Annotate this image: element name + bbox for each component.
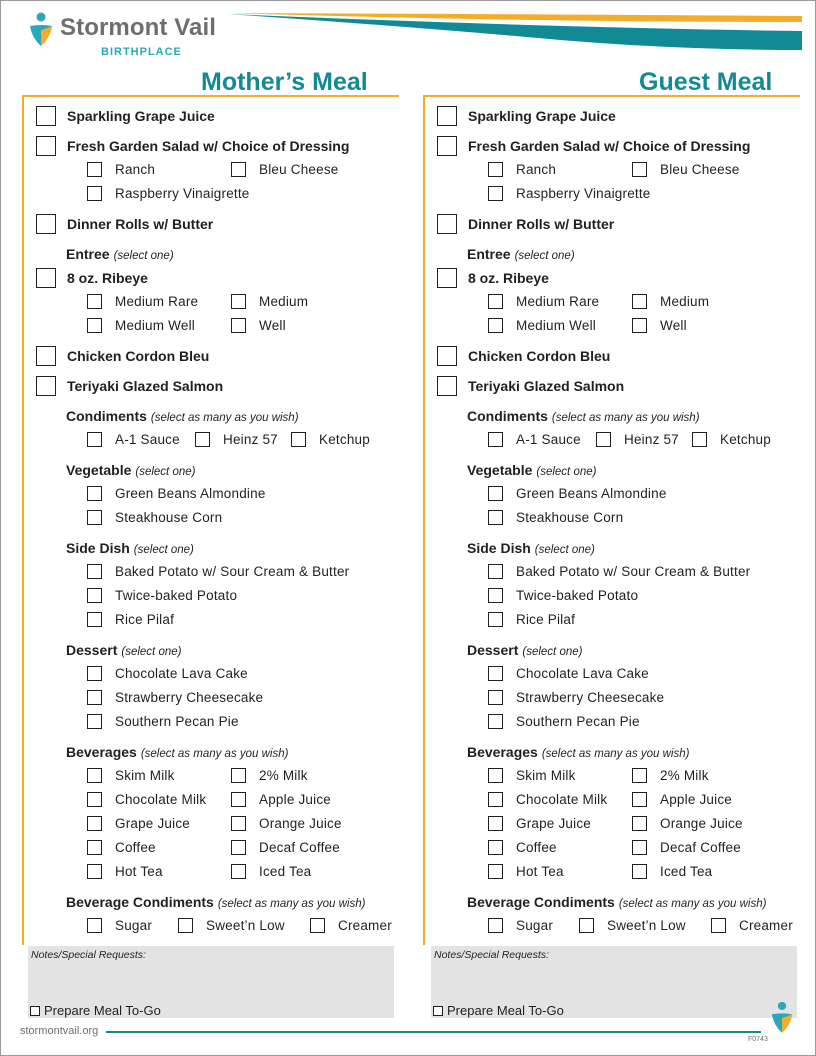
- checkbox[interactable]: [87, 186, 102, 201]
- medium-rare-option[interactable]: [488, 294, 599, 309]
- option-label: Chocolate Milk: [516, 792, 608, 807]
- garden-salad-option[interactable]: [437, 136, 750, 156]
- checkbox[interactable]: [488, 792, 503, 807]
- vegetable-heading: Vegetable (select one): [467, 462, 597, 478]
- option-label: Skim Milk: [115, 768, 175, 783]
- medium-rare-option[interactable]: [87, 294, 198, 309]
- creamer-option[interactable]: [711, 918, 793, 933]
- iced-tea-option[interactable]: [231, 864, 311, 879]
- checkbox[interactable]: [291, 432, 306, 447]
- checkbox[interactable]: [231, 294, 246, 309]
- checkbox[interactable]: [488, 666, 503, 681]
- checkbox[interactable]: [87, 666, 102, 681]
- heinz-57-option[interactable]: [596, 432, 679, 447]
- option-label: Prepare Meal To-Go: [44, 1003, 161, 1018]
- footer-logo-icon: [770, 1000, 794, 1036]
- checkbox[interactable]: [437, 346, 457, 366]
- option-label: Hot Tea: [516, 864, 564, 879]
- option-label: 2% Milk: [660, 768, 709, 783]
- checkbox[interactable]: [87, 294, 102, 309]
- sugar-option[interactable]: [488, 918, 553, 933]
- option-label: Heinz 57: [624, 432, 679, 447]
- raspberry-vinaigrette-option[interactable]: [87, 186, 250, 201]
- grape-juice-option[interactable]: [488, 816, 591, 831]
- option-label: Sparkling Grape Juice: [67, 108, 215, 124]
- option-label: Rice Pilaf: [516, 612, 576, 627]
- checkbox[interactable]: [488, 918, 503, 933]
- beverage-condiments-heading: Beverage Condiments (select as many as you wish): [467, 894, 767, 910]
- coffee-option[interactable]: [87, 840, 156, 855]
- lava-cake-option[interactable]: [87, 666, 248, 681]
- option-label: Fresh Garden Salad w/ Choice of Dressing: [67, 138, 350, 154]
- bleu-cheese-option[interactable]: [632, 162, 740, 177]
- condiments-heading: Condiments (select as many as you wish): [467, 408, 700, 424]
- beverage-condiments-heading: Beverage Condiments (select as many as you wish): [66, 894, 366, 910]
- option-label: Decaf Coffee: [660, 840, 741, 855]
- checkbox[interactable]: [488, 318, 503, 333]
- twice-baked-potato-option[interactable]: [87, 588, 237, 603]
- checkbox[interactable]: [632, 864, 647, 879]
- orange-juice-option[interactable]: [231, 816, 342, 831]
- checkbox[interactable]: [437, 268, 457, 288]
- checkbox[interactable]: [87, 840, 102, 855]
- notes-label: Notes/Special Requests:: [434, 949, 549, 961]
- option-label: Grape Juice: [115, 816, 190, 831]
- dinner-rolls-option[interactable]: [437, 214, 614, 234]
- form-number: F0743: [748, 1036, 768, 1043]
- checkbox[interactable]: [488, 162, 503, 177]
- option-label: Medium Well: [115, 318, 195, 333]
- sweetnlow-option[interactable]: [178, 918, 285, 933]
- checkbox[interactable]: [488, 186, 503, 201]
- option-label: Baked Potato w/ Sour Cream & Butter: [516, 564, 751, 579]
- checkbox[interactable]: [87, 318, 102, 333]
- checkbox[interactable]: [36, 346, 56, 366]
- checkbox[interactable]: [632, 792, 647, 807]
- a1-sauce-option[interactable]: [488, 432, 581, 447]
- checkbox[interactable]: [437, 376, 457, 396]
- steakhouse-corn-option[interactable]: [87, 510, 222, 525]
- checkbox[interactable]: [87, 864, 102, 879]
- grape-juice-option[interactable]: [87, 816, 190, 831]
- checkbox[interactable]: [579, 918, 594, 933]
- checkbox[interactable]: [488, 564, 503, 579]
- checkbox[interactable]: [437, 214, 457, 234]
- bleu-cheese-option[interactable]: [231, 162, 339, 177]
- option-label: Well: [259, 318, 286, 333]
- checkbox[interactable]: [87, 816, 102, 831]
- sparkling-grape-juice-option[interactable]: [36, 106, 215, 126]
- option-label: Decaf Coffee: [259, 840, 340, 855]
- ketchup-option[interactable]: [291, 432, 370, 447]
- option-label: Chocolate Lava Cake: [516, 666, 649, 681]
- checkbox[interactable]: [488, 612, 503, 627]
- brand-name: Stormont Vail: [60, 14, 216, 41]
- option-label: Medium Well: [516, 318, 596, 333]
- option-label: Coffee: [115, 840, 156, 855]
- checkbox[interactable]: [632, 318, 647, 333]
- checkbox[interactable]: [488, 714, 503, 729]
- coffee-option[interactable]: [488, 840, 557, 855]
- checkbox[interactable]: [437, 106, 457, 126]
- checkbox[interactable]: [488, 864, 503, 879]
- option-label: Rice Pilaf: [115, 612, 175, 627]
- chocolate-milk-option[interactable]: [87, 792, 206, 807]
- teriyaki-salmon-option[interactable]: [437, 376, 624, 396]
- checkbox[interactable]: [488, 840, 503, 855]
- checkbox[interactable]: [36, 214, 56, 234]
- ketchup-option[interactable]: [692, 432, 771, 447]
- option-label: Creamer: [338, 918, 392, 933]
- option-label: Green Beans Almondine: [115, 486, 266, 501]
- option-label: Grape Juice: [516, 816, 591, 831]
- twice-baked-potato-option[interactable]: [488, 588, 638, 603]
- apple-juice-option[interactable]: [231, 792, 331, 807]
- option-label: 8 oz. Ribeye: [468, 270, 549, 286]
- ranch-option[interactable]: [488, 162, 556, 177]
- checkbox[interactable]: [488, 510, 503, 525]
- option-label: Strawberry Cheesecake: [516, 690, 665, 705]
- green-beans-option[interactable]: [488, 486, 667, 501]
- beverages-heading: Beverages (select as many as you wish): [66, 744, 289, 760]
- option-label: Ketchup: [720, 432, 771, 447]
- chicken-cordon-bleu-option[interactable]: [437, 346, 610, 366]
- option-label: Sugar: [115, 918, 153, 933]
- chicken-cordon-bleu-option[interactable]: [36, 346, 209, 366]
- option-label: Twice-baked Potato: [516, 588, 639, 603]
- dinner-rolls-option[interactable]: [36, 214, 213, 234]
- option-label: Sweet’n Low: [607, 918, 686, 933]
- checkbox[interactable]: [195, 432, 210, 447]
- ribeye-option[interactable]: [437, 268, 549, 288]
- creamer-option[interactable]: [310, 918, 392, 933]
- checkbox[interactable]: [310, 918, 325, 933]
- checkbox[interactable]: [692, 432, 707, 447]
- option-label: Apple Juice: [259, 792, 331, 807]
- medium-well-option[interactable]: [488, 318, 596, 333]
- side-dish-heading: Side Dish (select one): [467, 540, 595, 556]
- lava-cake-option[interactable]: [488, 666, 649, 681]
- skim-milk-option[interactable]: [488, 768, 576, 783]
- checkbox[interactable]: [433, 1006, 443, 1016]
- two-percent-milk-option[interactable]: [632, 768, 709, 783]
- checkbox[interactable]: [231, 792, 246, 807]
- checkbox[interactable]: [87, 432, 102, 447]
- checkbox[interactable]: [711, 918, 726, 933]
- condiments-heading: Condiments (select as many as you wish): [66, 408, 299, 424]
- checkbox[interactable]: [437, 136, 457, 156]
- beverages-heading: Beverages (select as many as you wish): [467, 744, 690, 760]
- checkbox[interactable]: [488, 816, 503, 831]
- ranch-option[interactable]: [87, 162, 155, 177]
- checkbox[interactable]: [36, 106, 56, 126]
- checkbox[interactable]: [87, 510, 102, 525]
- option-label: Ketchup: [319, 432, 370, 447]
- checkbox[interactable]: [87, 768, 102, 783]
- notes-label: Notes/Special Requests:: [31, 949, 146, 961]
- checkbox[interactable]: [87, 792, 102, 807]
- option-label: Medium Rare: [115, 294, 199, 309]
- rice-pilaf-option[interactable]: [488, 612, 575, 627]
- option-label: Southern Pecan Pie: [115, 714, 239, 729]
- option-label: Chicken Cordon Bleu: [67, 348, 210, 364]
- option-label: A-1 Sauce: [516, 432, 581, 447]
- strawberry-cheesecake-option[interactable]: [488, 690, 664, 705]
- checkbox[interactable]: [488, 432, 503, 447]
- well-option[interactable]: [632, 318, 687, 333]
- teriyaki-salmon-option[interactable]: [36, 376, 223, 396]
- checkbox[interactable]: [231, 162, 246, 177]
- checkbox[interactable]: [87, 162, 102, 177]
- notes-area[interactable]: [28, 946, 394, 1018]
- raspberry-vinaigrette-option[interactable]: [488, 186, 651, 201]
- strawberry-cheesecake-option[interactable]: [87, 690, 263, 705]
- option-label: Apple Juice: [660, 792, 732, 807]
- option-label: Bleu Cheese: [660, 162, 740, 177]
- option-label: Southern Pecan Pie: [516, 714, 640, 729]
- footer-divider: [106, 1031, 761, 1033]
- option-label: Baked Potato w/ Sour Cream & Butter: [115, 564, 350, 579]
- sugar-option[interactable]: [87, 918, 152, 933]
- option-label: Ranch: [115, 162, 156, 177]
- dessert-heading: Dessert (select one): [467, 642, 583, 658]
- checkbox[interactable]: [36, 376, 56, 396]
- orange-juice-option[interactable]: [632, 816, 743, 831]
- footer-url: stormontvail.org: [20, 1025, 99, 1037]
- option-label: Prepare Meal To-Go: [447, 1003, 564, 1018]
- option-label: Green Beans Almondine: [516, 486, 667, 501]
- checkbox[interactable]: [231, 864, 246, 879]
- checkbox[interactable]: [231, 318, 246, 333]
- option-label: Ranch: [516, 162, 557, 177]
- pecan-pie-option[interactable]: [87, 714, 239, 729]
- option-label: Chicken Cordon Bleu: [468, 348, 611, 364]
- option-label: 2% Milk: [259, 768, 308, 783]
- option-label: Sparkling Grape Juice: [468, 108, 616, 124]
- hot-tea-option[interactable]: [488, 864, 564, 879]
- medium-well-option[interactable]: [87, 318, 195, 333]
- dessert-heading: Dessert (select one): [66, 642, 182, 658]
- option-label: Dinner Rolls w/ Butter: [468, 216, 615, 232]
- option-label: Chocolate Lava Cake: [115, 666, 248, 681]
- medium-option[interactable]: [632, 294, 709, 309]
- two-percent-milk-option[interactable]: [231, 768, 308, 783]
- option-label: A-1 Sauce: [115, 432, 180, 447]
- option-label: Medium Rare: [516, 294, 600, 309]
- option-label: Sweet’n Low: [206, 918, 285, 933]
- checkbox[interactable]: [30, 1006, 40, 1016]
- checkbox[interactable]: [87, 486, 102, 501]
- brand-subtitle: BIRTHPLACE: [101, 46, 182, 58]
- option-label: Iced Tea: [660, 864, 713, 879]
- notes-area[interactable]: [431, 946, 797, 1018]
- checkbox[interactable]: [488, 294, 503, 309]
- option-label: Teriyaki Glazed Salmon: [468, 378, 625, 394]
- option-label: Chocolate Milk: [115, 792, 207, 807]
- side-dish-heading: Side Dish (select one): [66, 540, 194, 556]
- pecan-pie-option[interactable]: [488, 714, 640, 729]
- ribeye-option[interactable]: [36, 268, 148, 288]
- iced-tea-option[interactable]: [632, 864, 712, 879]
- checkbox[interactable]: [87, 918, 102, 933]
- checkbox[interactable]: [488, 768, 503, 783]
- option-label: Steakhouse Corn: [115, 510, 223, 525]
- rice-pilaf-option[interactable]: [87, 612, 174, 627]
- option-label: Medium: [660, 294, 710, 309]
- option-label: Creamer: [739, 918, 793, 933]
- option-label: Strawberry Cheesecake: [115, 690, 264, 705]
- option-label: Orange Juice: [259, 816, 342, 831]
- checkbox[interactable]: [178, 918, 193, 933]
- steakhouse-corn-option[interactable]: [488, 510, 623, 525]
- checkbox[interactable]: [87, 690, 102, 705]
- option-label: Twice-baked Potato: [115, 588, 238, 603]
- checkbox[interactable]: [632, 816, 647, 831]
- sparkling-grape-juice-option[interactable]: [437, 106, 616, 126]
- checkbox[interactable]: [231, 816, 246, 831]
- checkbox[interactable]: [488, 690, 503, 705]
- option-label: Hot Tea: [115, 864, 163, 879]
- option-label: Teriyaki Glazed Salmon: [67, 378, 224, 394]
- checkbox[interactable]: [488, 588, 503, 603]
- checkbox[interactable]: [632, 162, 647, 177]
- checkbox[interactable]: [488, 486, 503, 501]
- checkbox[interactable]: [632, 294, 647, 309]
- medium-option[interactable]: [231, 294, 308, 309]
- heinz-57-option[interactable]: [195, 432, 278, 447]
- prepare-to-go-option[interactable]: [30, 1003, 161, 1018]
- checkbox[interactable]: [632, 840, 647, 855]
- chocolate-milk-option[interactable]: [488, 792, 607, 807]
- option-label: 8 oz. Ribeye: [67, 270, 148, 286]
- mothers-meal-title: Mother’s Meal: [201, 68, 368, 96]
- option-label: Skim Milk: [516, 768, 576, 783]
- garden-salad-option[interactable]: [36, 136, 349, 156]
- checkbox[interactable]: [87, 588, 102, 603]
- well-option[interactable]: [231, 318, 286, 333]
- entree-heading: Entree (select one): [467, 246, 575, 262]
- checkbox[interactable]: [87, 612, 102, 627]
- option-label: Fresh Garden Salad w/ Choice of Dressing: [468, 138, 751, 154]
- option-label: Sugar: [516, 918, 554, 933]
- a1-sauce-option[interactable]: [87, 432, 180, 447]
- option-label: Raspberry Vinaigrette: [516, 186, 651, 201]
- option-label: Heinz 57: [223, 432, 278, 447]
- decaf-coffee-option[interactable]: [231, 840, 340, 855]
- green-beans-option[interactable]: [87, 486, 266, 501]
- checkbox[interactable]: [231, 840, 246, 855]
- checkbox[interactable]: [632, 768, 647, 783]
- option-label: Well: [660, 318, 687, 333]
- checkbox[interactable]: [36, 268, 56, 288]
- baked-potato-option[interactable]: [488, 564, 750, 579]
- option-label: Raspberry Vinaigrette: [115, 186, 250, 201]
- option-label: Dinner Rolls w/ Butter: [67, 216, 214, 232]
- baked-potato-option[interactable]: [87, 564, 349, 579]
- hot-tea-option[interactable]: [87, 864, 163, 879]
- prepare-to-go-option[interactable]: [433, 1003, 564, 1018]
- sweetnlow-option[interactable]: [579, 918, 686, 933]
- option-label: Coffee: [516, 840, 557, 855]
- skim-milk-option[interactable]: [87, 768, 175, 783]
- vegetable-heading: Vegetable (select one): [66, 462, 196, 478]
- guest-meal-title: Guest Meal: [639, 68, 773, 96]
- checkbox[interactable]: [87, 714, 102, 729]
- checkbox[interactable]: [36, 136, 56, 156]
- brand-logo-icon: [28, 12, 54, 48]
- option-label: Iced Tea: [259, 864, 312, 879]
- entree-heading: Entree (select one): [66, 246, 174, 262]
- option-label: Medium: [259, 294, 309, 309]
- option-label: Bleu Cheese: [259, 162, 339, 177]
- checkbox[interactable]: [87, 564, 102, 579]
- checkbox[interactable]: [596, 432, 611, 447]
- option-label: Steakhouse Corn: [516, 510, 624, 525]
- decaf-coffee-option[interactable]: [632, 840, 741, 855]
- option-label: Orange Juice: [660, 816, 743, 831]
- checkbox[interactable]: [231, 768, 246, 783]
- apple-juice-option[interactable]: [632, 792, 732, 807]
